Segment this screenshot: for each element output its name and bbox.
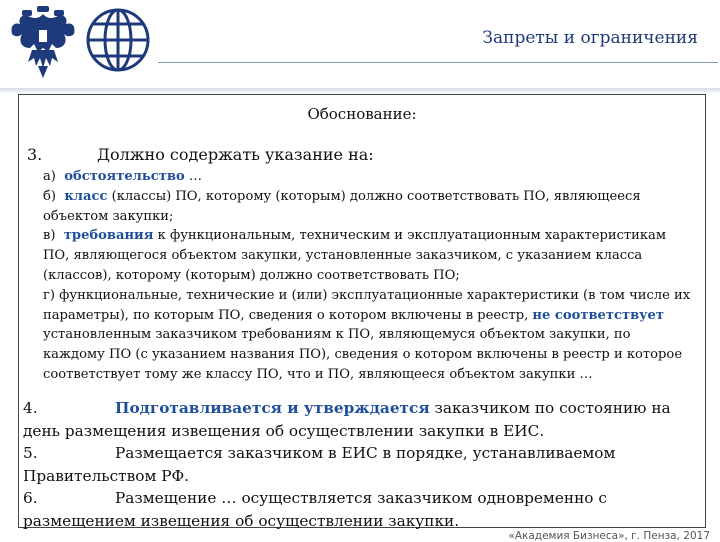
item-4-number: 4. — [23, 399, 38, 417]
item-6-number: 6. — [23, 489, 38, 507]
item-3-text: Должно содержать указание на: — [97, 145, 374, 164]
item-6 — [23, 487, 699, 532]
sub-item-d — [43, 286, 693, 385]
sub-item-c — [43, 226, 693, 285]
item-5-text: Размещается заказчиком в ЕИС в порядке, устанавливаемом Правительством РФ. — [23, 444, 616, 485]
content-box — [18, 94, 706, 528]
item-4-rest: заказчиком по состоянию на день размещения извещения об осуществлении закупки в ЕИС. — [23, 399, 671, 440]
sub-item-c-rest: к функциональным, техническим и эксплуатационным характеристикам ПО, являющегося объектом закупки, установленные заказчиком, с указанием класса (классов), которому (которым) должно соответствовать ПО; — [43, 228, 667, 283]
sub-items-list — [43, 167, 693, 385]
sub-item-d-part1: г) функциональные, технические и (или) эксплуатационные характеристики (в том числе их параметры), по которым ПО, сведения о котором включены в реестр, — [43, 287, 691, 323]
slide-title: Запреты и ограничения — [482, 28, 698, 48]
sub-item-b-rest: (классы) ПО, которому (которым) должно соответствовать ПО, являющееся объектом закупки; — [43, 188, 641, 224]
title-divider — [158, 62, 718, 63]
item-5-number: 5. — [23, 444, 38, 462]
section-heading: Обоснование: — [307, 105, 417, 123]
item-3-number: 3. — [27, 145, 43, 164]
sub-item-d-highlight: не соответствует — [532, 307, 664, 323]
russian-eagle-emblem-icon — [8, 4, 78, 82]
item-6-text: Размещение … осуществляется заказчиком одновременно с размещением извещения об осуществлении закупки. — [23, 489, 607, 530]
sub-item-b — [43, 187, 693, 227]
sub-item-c-prefix: в) — [43, 228, 56, 244]
sub-item-b-highlight: класс — [64, 188, 108, 204]
item-4 — [23, 397, 699, 442]
sub-item-a-prefix: а) — [43, 169, 56, 184]
globe-icon — [84, 6, 152, 74]
main-items-list — [23, 397, 699, 532]
sub-item-d-part2: установленным заказчиком требованиям к ПО, являющемуся объектом закупки, по каждому ПО (с указанием названия ПО), сведения о котором включены в реестр и которое соответствует тому же классу ПО, что и ПО, являющееся объектом закупки … — [43, 327, 683, 382]
sub-item-a-rest: … — [184, 169, 202, 184]
sub-item-a-highlight: обстоятельство — [64, 169, 185, 184]
sub-item-c-highlight: требования — [63, 228, 154, 244]
footer-credit: «Академия Бизнеса», г. Пенза, 2017 — [508, 530, 710, 542]
sub-item-a — [43, 167, 693, 187]
item-4-highlight: Подготавливается и утверждается — [115, 399, 430, 417]
item-5 — [23, 442, 699, 487]
sub-item-b-prefix: б) — [43, 188, 56, 204]
